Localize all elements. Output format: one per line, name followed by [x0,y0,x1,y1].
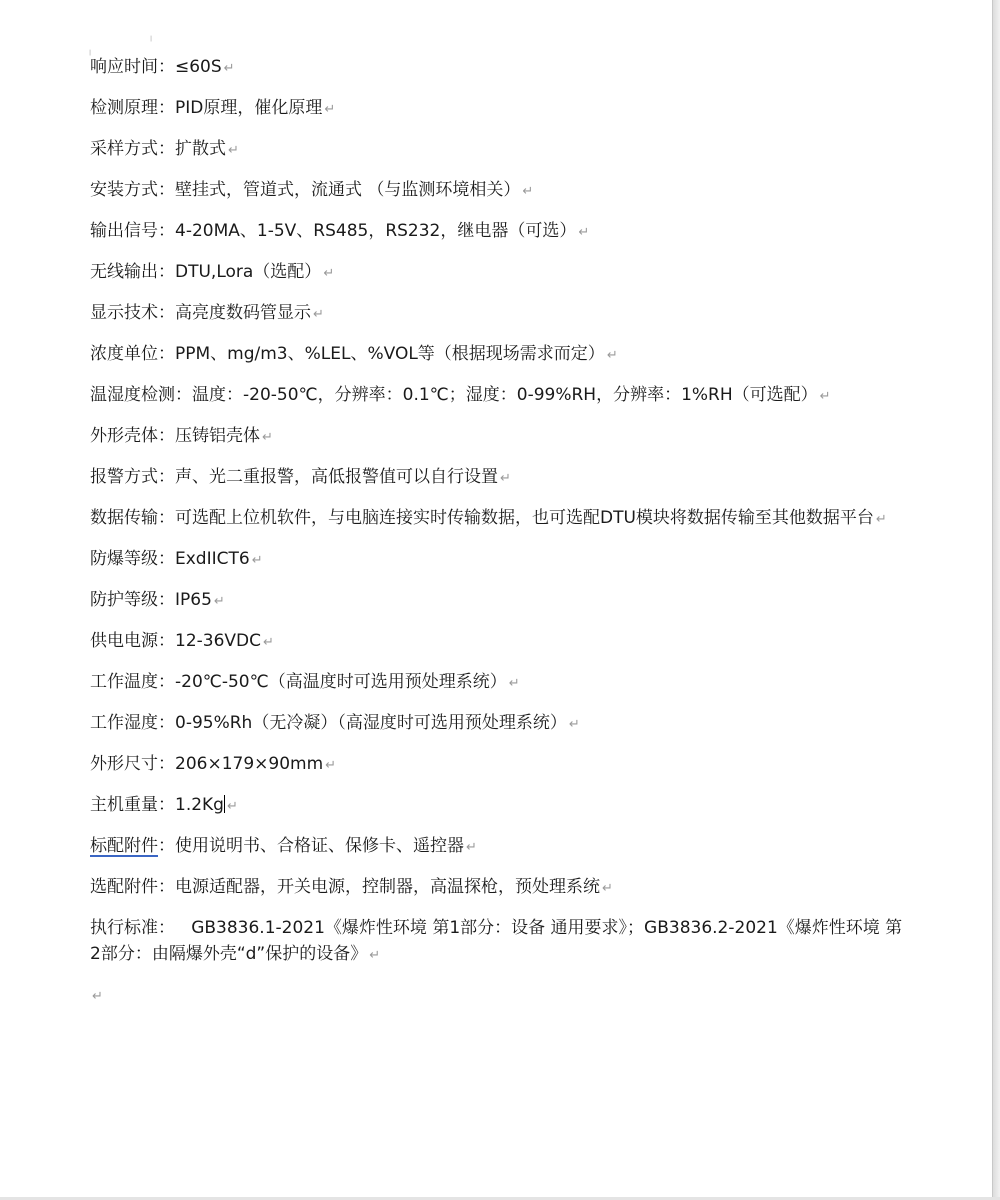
spec-separator: ： [158,139,175,159]
spec-separator: ： [158,344,175,364]
paragraph-mark-icon: ↵ [262,430,273,445]
spec-value: IP65 [175,590,212,610]
spec-line-concentration-unit[interactable] [90,341,910,369]
spec-label: 外形尺寸 [90,754,158,774]
spec-label: 防护等级 [90,590,158,610]
page-right-edge [992,0,1000,1200]
spec-separator: ： [158,713,175,733]
spec-separator: ： [158,262,175,282]
spec-label: 无线输出 [90,262,158,282]
spec-line-weight[interactable] [90,792,910,820]
paragraph-mark-icon: ↵ [606,348,618,363]
spec-label: 工作湿度 [90,713,158,733]
paragraph-mark-icon: ↵ [223,61,235,76]
spec-separator: ： [158,180,175,200]
spec-separator: ： [158,426,175,446]
paragraph-mark-icon: ↵ [500,471,511,486]
spec-line-working-humidity[interactable] [90,710,910,738]
spec-value: 0-95%Rh（无冷凝）（高湿度时可选用预处理系统） [175,713,567,733]
spec-line-standard-accessories[interactable] [90,833,910,861]
paragraph-mark-icon: ↵ [323,266,335,281]
spec-separator: ： [158,467,175,487]
paragraph-mark-icon: ↵ [263,635,274,650]
spec-value: 壁挂式，管道式，流通式 （与监测环境相关） [175,180,521,200]
spec-label: 安装方式 [90,180,158,200]
paragraph-mark-icon: ↵ [568,717,580,732]
spec-separator: ： [158,98,175,118]
spec-separator: ： [158,631,175,651]
text-cursor [224,795,225,813]
spec-label: 报警方式 [90,467,158,487]
spec-label: 显示技术 [90,303,158,323]
spec-value: 压铸铝壳体 [175,426,260,446]
spec-value: PID原理，催化原理 [175,98,323,118]
spec-separator: ： [158,590,175,610]
spec-label-spellcheck-underlined[interactable]: 标配附件 [90,836,158,856]
spec-value: ≤60S [175,57,222,77]
spec-line-dimensions[interactable] [90,751,910,779]
spec-label: 温湿度检测 [90,385,175,405]
paragraph-mark-icon: ↵ [875,512,887,527]
spec-value: PPM、mg/m3、%LEL、%VOL等（根据现场需求而定） [175,344,605,364]
spec-line-housing[interactable] [90,423,910,451]
spec-label: 供电电源 [90,631,158,651]
spec-label: 数据传输 [90,508,158,528]
spec-line-working-temp[interactable] [90,669,910,697]
paragraph-mark-icon: ↵ [226,799,238,814]
paragraph-mark-icon: ↵ [466,840,477,855]
spec-value: 使用说明书、合格证、保修卡、遥控器 [175,836,464,856]
spec-value: 4-20MA、1-5V、RS485，RS232，继电器（可选） [175,221,577,241]
paragraph-mark-icon: ↵ [578,225,590,240]
spec-value: -20℃-50℃（高温度时可选用预处理系统） [175,672,507,692]
paragraph-mark-icon: ↵ [602,881,613,896]
spec-separator: ： [158,221,175,241]
spec-label: 执行标准 [90,918,158,938]
spec-line-temp-humidity[interactable] [90,382,910,410]
spec-value: 声、光二重报警，高低报警值可以自行设置 [175,467,498,487]
paragraph-mark-icon: ↵ [522,184,534,199]
spec-line-alarm-method[interactable] [90,464,910,492]
spec-line-explosion-proof[interactable] [90,546,910,574]
paragraph-mark-icon: ↵ [819,389,831,404]
spec-value: 可选配上位机软件，与电脑连接实时传输数据，也可选配DTU模块将数据传输至其他数据平台 [175,508,874,528]
paragraph-mark-icon: ↵ [228,143,239,158]
spec-line-installation[interactable] [90,177,910,205]
paragraph-mark-icon: ↵ [92,989,103,1004]
paragraph-mark-icon: ↵ [313,307,324,322]
spec-line-response-time[interactable] [90,54,910,82]
spec-line-sampling-method[interactable] [90,136,910,164]
spec-separator: ： [158,549,175,569]
spec-label: 输出信号 [90,221,158,241]
spec-line-data-transfer[interactable] [90,505,910,533]
spec-label: 浓度单位 [90,344,158,364]
spec-label: 检测原理 [90,98,158,118]
paragraph-mark-icon: ↵ [508,676,520,691]
spec-value: 扩散式 [175,139,226,159]
paragraph-mark-icon: ↵ [213,594,225,609]
spec-label: 外形壳体 [90,426,158,446]
spec-value: 电源适配器，开关电源，控制器，高温探枪，预处理系统 [175,877,600,897]
spec-line-output-signal[interactable] [90,218,910,246]
spec-separator: ： [158,57,175,77]
paragraph-mark-icon: ↵ [324,102,336,117]
spec-line-display-tech[interactable] [90,300,910,328]
paragraph-mark-icon: ↵ [369,948,381,963]
spec-value: 温度：-20-50℃，分辨率：0.1℃；湿度：0-99%RH，分辨率：1%RH（可选配） [192,385,818,405]
spec-line-protection-level[interactable] [90,587,910,615]
spec-separator: ： [158,672,175,692]
paragraph-mark-icon: ↵ [251,553,263,568]
spec-line-wireless-output[interactable] [90,259,910,287]
document-body[interactable] [90,54,910,1027]
spec-separator: ： [158,836,175,856]
spec-value: ExdIICT6 [175,549,250,569]
margin-corner-mark: ╷ [148,31,155,42]
spec-label: 选配附件 [90,877,158,897]
spec-separator: ： [158,754,175,774]
spec-value: 高亮度数码管显示 [175,303,311,323]
spec-value: DTU,Lora（选配） [175,262,322,282]
spec-separator: ： [158,303,175,323]
spec-line-standards[interactable] [90,915,910,969]
spec-value: 12-36VDC [175,631,261,651]
spec-label: 工作温度 [90,672,158,692]
spec-label: 主机重量 [90,795,158,815]
spec-separator: ： [158,795,175,815]
empty-paragraph[interactable] [90,982,910,1010]
spec-line-power-supply[interactable] [90,628,910,656]
spec-line-optional-accessories[interactable] [90,874,910,902]
paragraph-mark-icon: ↵ [325,758,337,773]
spec-separator: ： [175,385,192,405]
spec-separator: ： [158,877,175,897]
spec-value: 206×179×90mm [175,754,324,774]
spec-separator: ： [158,508,175,528]
spec-separator: ： [158,918,175,938]
margin-corner-mark: ╷ [87,45,94,56]
spec-value: GB3836.1-2021《爆炸性环境 第1部分：设备 通用要求》；GB3836.2-2021《爆炸性环境 第2部分：由隔爆外壳“d”保护的设备》 [90,918,903,964]
spec-value: 1.2Kg [175,795,224,815]
spec-label: 采样方式 [90,139,158,159]
spec-line-detection-principle[interactable] [90,95,910,123]
spec-label: 响应时间 [90,57,158,77]
spec-label: 防爆等级 [90,549,158,569]
